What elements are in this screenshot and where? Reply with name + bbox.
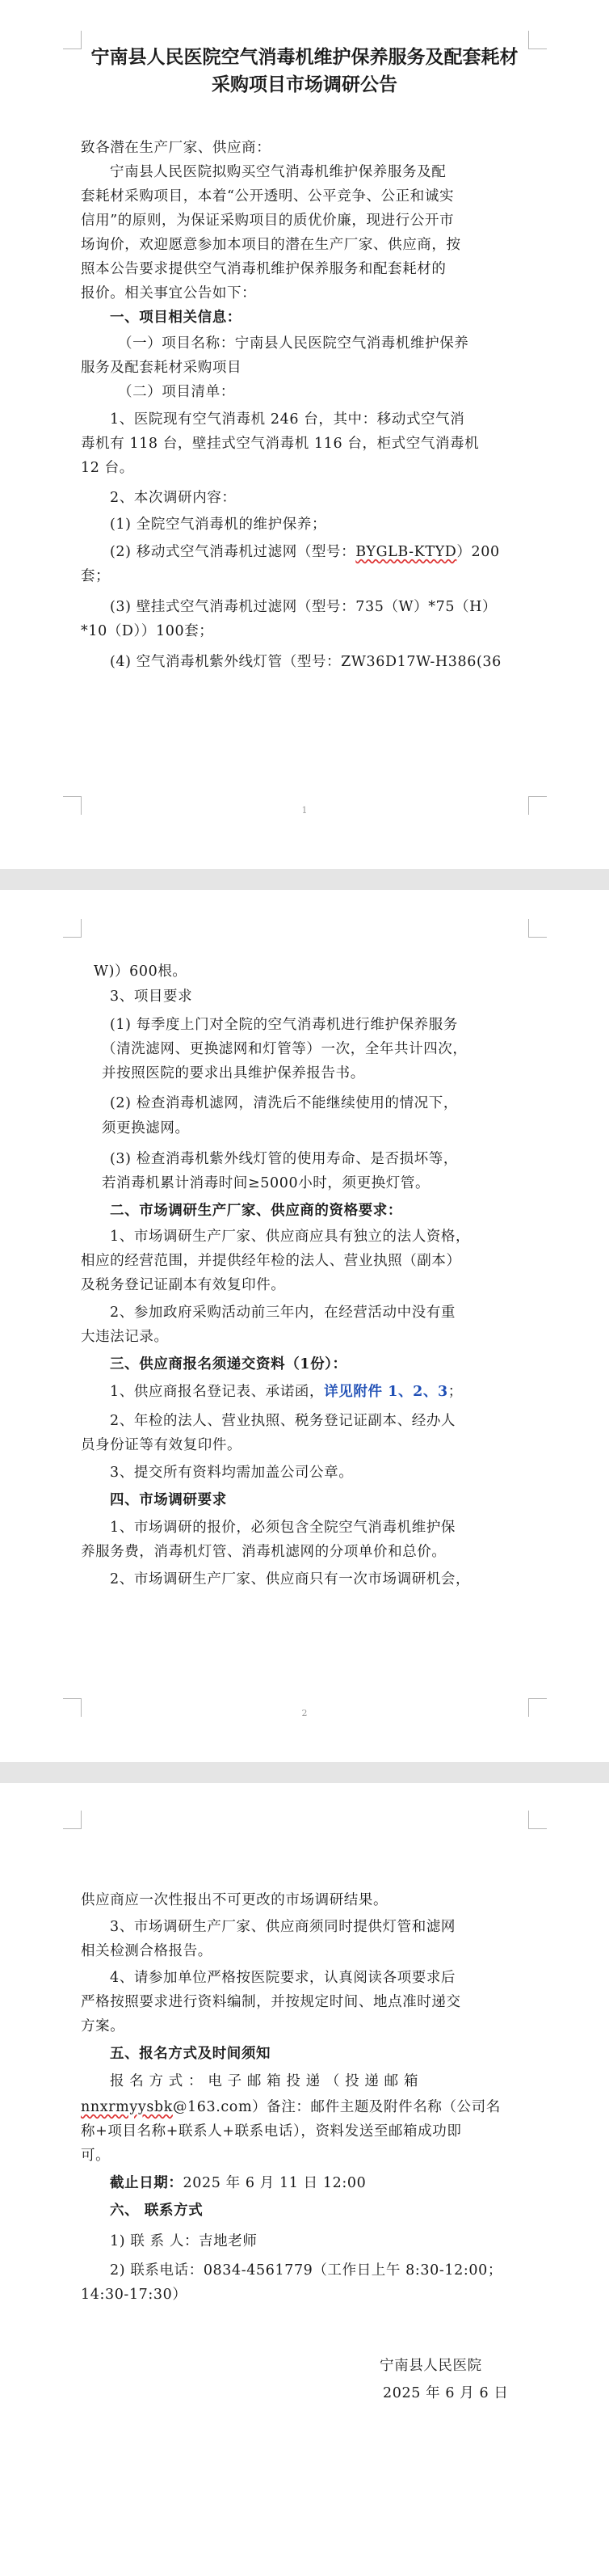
paragraph-line: 养服务费，消毒机灯管、消毒机滤网的分项单价和总价。 xyxy=(81,1544,447,1560)
paragraph-line: 大违法记录。 xyxy=(81,1329,169,1345)
list-item: (1) 每季度上门对全院的空气消毒机进行维护保养服务 xyxy=(110,1017,458,1033)
paragraph-line xyxy=(81,2098,533,2116)
paragraph-line: 2、年检的法人、营业执照、税务登记证副本、经办人 xyxy=(110,1413,456,1429)
paragraph-line: 称+项目名称+联系人+联系电话），资料发送至邮箱成功即 xyxy=(81,2123,462,2140)
document-page-3 xyxy=(0,1783,609,2576)
paragraph-line: 相应的经营范围，并提供经年检的法人、营业执照（副本） xyxy=(81,1253,461,1269)
paragraph-line: 14:30-17:30） xyxy=(81,2287,187,2303)
crop-mark xyxy=(63,1811,82,1829)
paragraph-line: 1、医院现有空气消毒机 246 台，其中：移动式空气消 xyxy=(110,411,465,428)
paragraph-line: 可。 xyxy=(81,2148,111,2164)
paragraph-line: 套耗材采购项目，本着“公开透明、公平竞争、公正和诚实 xyxy=(81,188,455,204)
email-address[interactable]: nnxrmyysbk xyxy=(81,2099,173,2115)
paragraph-line: 3、市场调研生产厂家、供应商须同时提供灯管和滤网 xyxy=(110,1919,456,1935)
paragraph-line: 2、本次调研内容： xyxy=(110,490,237,506)
paragraph-line: 4、请参加单位严格按医院要求，认真阅读各项要求后 xyxy=(110,1970,456,1986)
paragraph-line: 12 台。 xyxy=(81,460,134,476)
paragraph-text: @163.com）备注：邮件主题及附件名称（公司名 xyxy=(172,2099,501,2115)
deadline-label: 截止日期： xyxy=(110,2175,183,2191)
paragraph-line: 宁南县人民医院拟购买空气消毒机维护保养服务及配 xyxy=(110,164,447,180)
paragraph-line: 相关检测合格报告。 xyxy=(81,1943,212,1959)
paragraph-line: （二）项目清单： xyxy=(118,384,235,400)
paragraph-line xyxy=(110,1383,562,1401)
paragraph-line: 1、市场调研的报价，必须包含全院空气消毒机维护保 xyxy=(110,1520,456,1536)
crop-mark xyxy=(528,919,547,938)
section-heading: 二、市场调研生产厂家、供应商的资格要求： xyxy=(110,1203,402,1219)
paragraph-line: 严格按照要求进行资料编制，并按规定时间、地点准时递交 xyxy=(81,1994,461,2010)
paragraph-line: 及税务登记证副本有效复印件。 xyxy=(81,1277,286,1293)
paragraph-line: 并按照医院的要求出具维护保养报告书。 xyxy=(102,1065,365,1081)
section-heading: 四、市场调研要求 xyxy=(110,1492,227,1508)
document-page-1 xyxy=(0,0,609,869)
paragraph-line: （一）项目名称：宁南县人民医院空气消毒机维护保养 xyxy=(118,335,469,352)
paragraph-line: 套； xyxy=(81,568,111,584)
section-heading: 五、报名方式及时间须知 xyxy=(110,2046,271,2062)
paragraph-line: 毒机有 118 台，壁挂式空气消毒机 116 台，柜式空气消毒机 xyxy=(81,436,480,452)
paragraph-line: 供应商应一次性报出不可更改的市场调研结果。 xyxy=(81,1892,388,1908)
page-number: 2 xyxy=(301,1708,308,1718)
paragraph-line: 员身份证等有效复印件。 xyxy=(81,1437,242,1453)
contact-phone: 2) 联系电话：0834-4561779（工作日上午 8:30-12:00； xyxy=(110,2262,502,2279)
paragraph-line: 报 名 方 式 ： 电 子 邮 箱 投 递 （ 投 递 邮 箱 xyxy=(110,2073,419,2089)
paragraph-line: 须更换滤网。 xyxy=(102,1120,190,1136)
list-item: (1) 全院空气消毒机的维护保养； xyxy=(110,516,327,533)
paragraph-text: 1、供应商报名登记表、承诺函， xyxy=(110,1384,325,1400)
paragraph-line: 场询价，欢迎愿意参加本项目的潜在生产厂家、供应商，按 xyxy=(81,237,461,253)
crop-mark xyxy=(528,1811,547,1829)
page-number: 1 xyxy=(301,805,308,816)
document-title-line-2: 采购项目市场调研公告 xyxy=(212,74,397,95)
deadline-value: 2025 年 6 月 11 日 12:00 xyxy=(183,2175,367,2191)
paragraph-line: *10（D））100套； xyxy=(81,623,214,639)
signature-organization: 宁南县人民医院 xyxy=(380,2358,482,2374)
section-heading: 三、供应商报名须递交资料（1份）： xyxy=(110,1356,347,1372)
document-page-2 xyxy=(0,890,609,1762)
paragraph-line: 若消毒机累计消毒时间≥5000小时，须更换灯管。 xyxy=(102,1175,430,1191)
paragraph-line: 方案。 xyxy=(81,2018,125,2034)
paragraph-line: W)）600根。 xyxy=(94,963,187,980)
paragraph-line: 服务及配套耗材采购项目 xyxy=(81,360,242,376)
list-item-text: ）200 xyxy=(456,544,500,560)
list-item: (2) 检查消毒机滤网，清洗后不能继续使用的情况下， xyxy=(110,1095,458,1111)
list-item-text: (2) 移动式空气消毒机过滤网（型号： xyxy=(110,544,356,560)
list-item: (3) 壁挂式空气消毒机过滤网（型号：735（W）*75（H） xyxy=(110,599,498,615)
paragraph-line: 1、市场调研生产厂家、供应商应具有独立的法人资格， xyxy=(110,1229,471,1245)
list-item: (4) 空气消毒机紫外线灯管（型号：ZW36D17W-H386(36 xyxy=(110,654,502,670)
list-item: (3) 检查消毒机紫外线灯管的使用寿命、是否损坏等， xyxy=(110,1151,458,1167)
section-heading: 六、 联系方式 xyxy=(110,2203,204,2219)
paragraph-line: 信用”的原则，为保证采购项目的质优价廉，现进行公开市 xyxy=(81,213,455,229)
model-number: BYGLB-KTYD xyxy=(355,544,457,560)
paragraph-line: 报价。相关事宜公告如下： xyxy=(81,285,257,301)
paragraph-line: 2、参加政府采购活动前三年内，在经营活动中没有重 xyxy=(110,1305,456,1321)
paragraph-line: 3、项目要求 xyxy=(110,989,193,1005)
paragraph-line: 照本公告要求提供空气消毒机维护保养服务和配套耗材的 xyxy=(81,261,447,277)
paragraph-line: 3、提交所有资料均需加盖公司公章。 xyxy=(110,1465,354,1481)
paragraph-line: （清洗滤网、更换滤网和灯管等）一次，全年共计四次， xyxy=(102,1041,468,1057)
deadline-line xyxy=(110,2174,562,2192)
paragraph-line: 2、市场调研生产厂家、供应商只有一次市场调研机会， xyxy=(110,1571,471,1587)
document-title-line-1: 宁南县人民医院空气消毒机维护保养服务及配套耗材 xyxy=(90,46,519,68)
list-item xyxy=(110,543,562,561)
salutation: 致各潜在生产厂家、供应商： xyxy=(81,140,271,156)
crop-mark xyxy=(63,919,82,938)
paragraph-text: ； xyxy=(447,1384,463,1400)
signature-date: 2025 年 6 月 6 日 xyxy=(383,2385,509,2401)
section-heading: 一、项目相关信息： xyxy=(110,310,242,326)
contact-person: 1) 联 系 人：吉地老师 xyxy=(110,2233,258,2249)
attachment-link[interactable]: 详见附件 1、2、3 xyxy=(324,1384,448,1400)
